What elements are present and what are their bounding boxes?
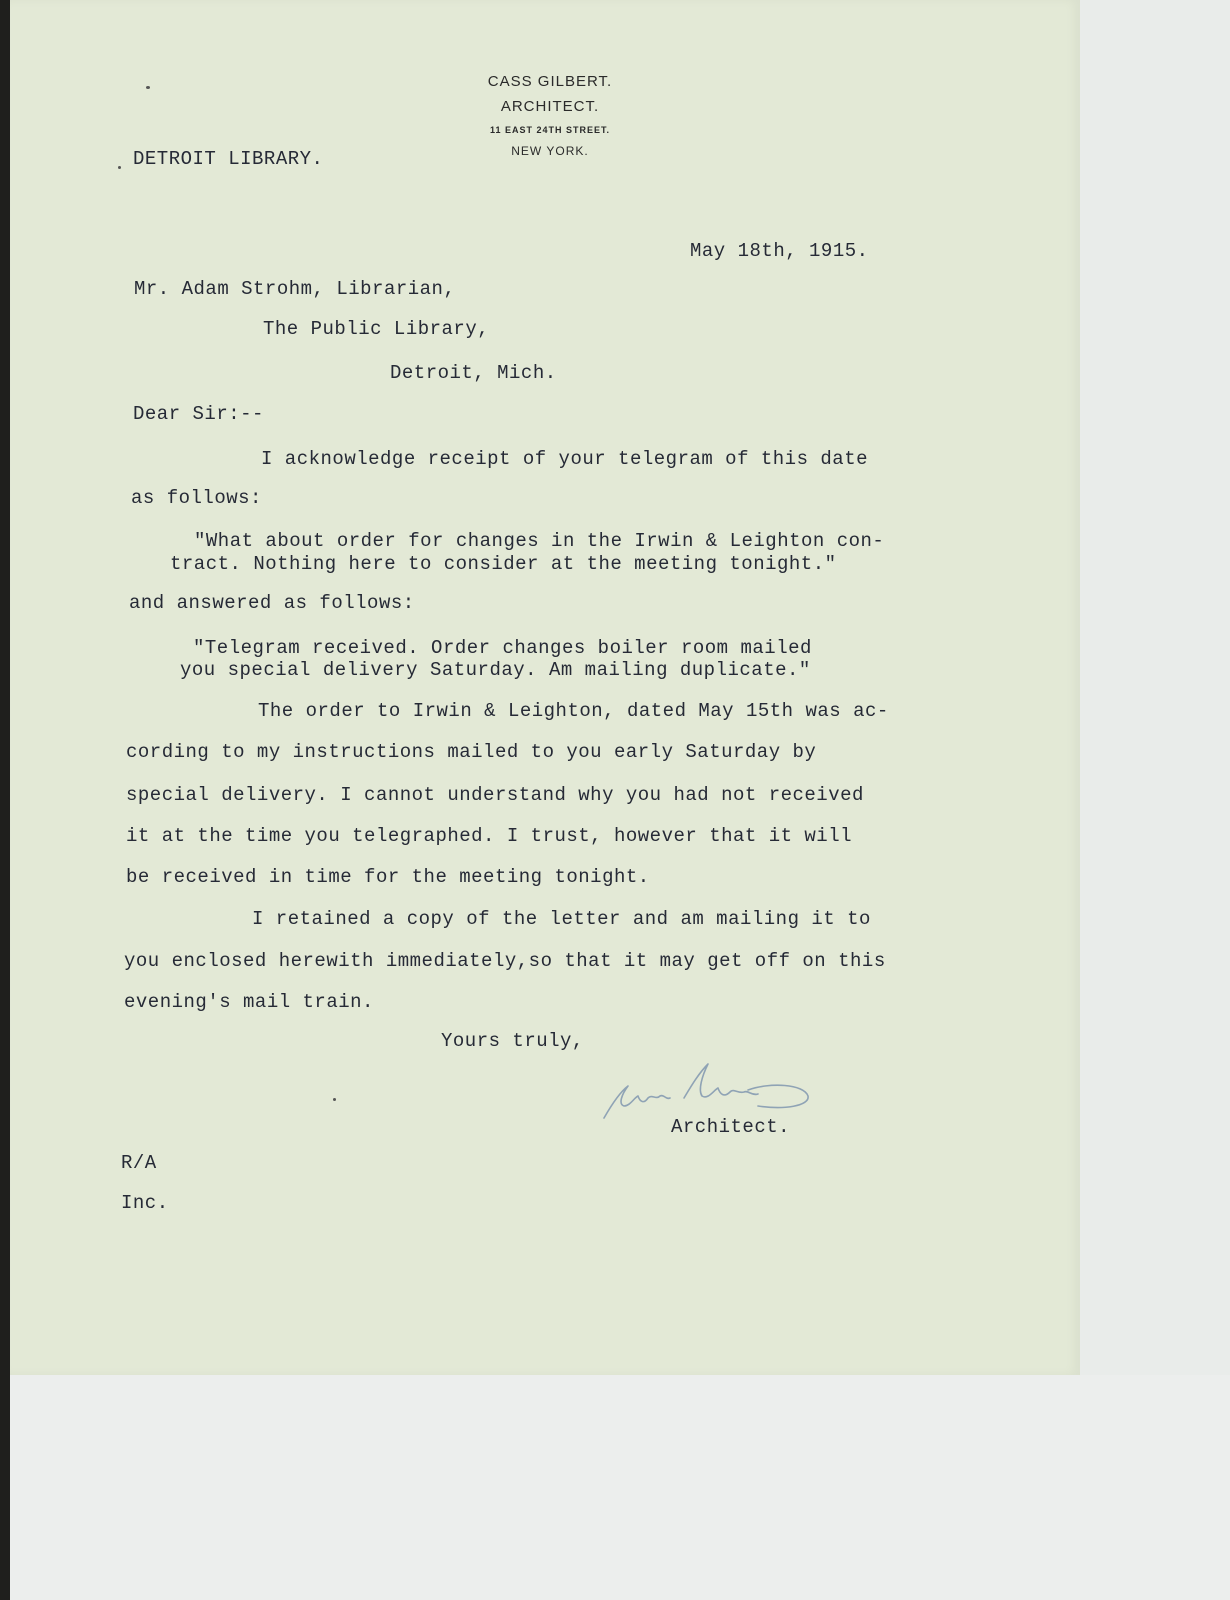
reference-initials: R/A [121, 1152, 157, 1174]
salutation: Dear Sir:-- [133, 403, 264, 425]
quote-line: "What about order for changes in the Irwin & Leighton con- [194, 530, 885, 552]
body-line: be received in time for the meeting tonight. [126, 866, 650, 888]
body-line: special delivery. I cannot understand why you had not received [126, 784, 864, 806]
letterhead-address: 11 EAST 24TH STREET. [489, 125, 611, 135]
file-label: DETROIT LIBRARY. [133, 148, 324, 170]
body-line: I retained a copy of the letter and am mailing it to [252, 908, 871, 930]
quote-line: you special delivery Saturday. Am mailing duplicate." [180, 659, 811, 681]
body-line: as follows: [131, 487, 262, 509]
recipient-line-1: Mr. Adam Strohm, Librarian, [134, 278, 456, 300]
body-line: The order to Irwin & Leighton, dated May 15th was ac- [258, 700, 889, 722]
recipient-line-2: The Public Library, [263, 318, 490, 340]
letter-date: May 18th, 1915. [690, 240, 869, 262]
quote-line: tract. Nothing here to consider at the meeting tonight." [170, 553, 837, 575]
scan-background [10, 1375, 1230, 1600]
body-line: I acknowledge receipt of your telegram of this date [261, 448, 868, 470]
body-line: cording to my instructions mailed to you early Saturday by [126, 741, 817, 763]
paper-speck [146, 86, 150, 89]
recipient-line-3: Detroit, Mich. [390, 362, 557, 384]
letter-sheet [10, 0, 1080, 1375]
letterhead-name: CASS GILBERT. [487, 73, 613, 90]
body-line: evening's mail train. [124, 991, 374, 1013]
paper-speck [118, 166, 121, 169]
letterhead-title: ARCHITECT. [500, 98, 600, 115]
letterhead-city: NEW YORK. [511, 144, 589, 158]
signature-title: Architect. [671, 1116, 791, 1138]
paper-speck [333, 1098, 336, 1101]
body-line: you enclosed herewith immediately,so that it may get off on this [124, 950, 886, 972]
enclosure-note: Inc. [121, 1192, 169, 1214]
quote-line: "Telegram received. Order changes boiler room mailed [193, 637, 812, 659]
closing: Yours truly, [441, 1030, 584, 1052]
body-line: and answered as follows: [129, 592, 415, 614]
body-line: it at the time you telegraphed. I trust, however that it will [126, 825, 853, 847]
